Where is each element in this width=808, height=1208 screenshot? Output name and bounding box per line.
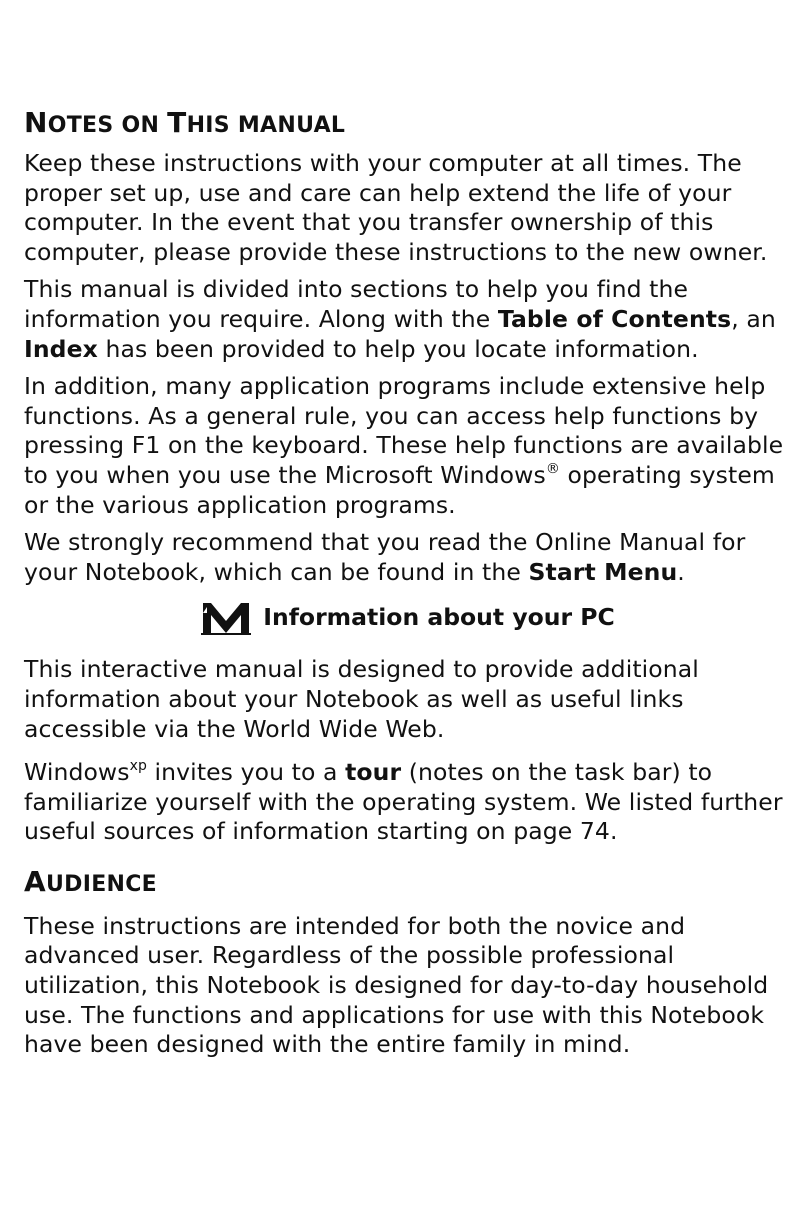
text-run: . xyxy=(677,557,685,586)
text-run: invites you to a xyxy=(146,758,346,787)
paragraph-interactive-manual: This interactive manual is designed to provide additional information about your Notebook as well as useful links accessible via the World Wide Web. xyxy=(24,655,699,743)
heading-smallcaps: HIS MANUAL xyxy=(186,113,346,138)
xp-superscript: xp xyxy=(129,758,147,775)
text-run: (notes on the task bar) to familiarize yourself with the operating system. We listed further useful sources of information starting on page 74. xyxy=(24,758,783,846)
section-heading-audience xyxy=(24,863,792,904)
section-heading-notes xyxy=(24,104,792,145)
info-heading-row xyxy=(24,597,792,637)
heading-initial: N xyxy=(24,106,48,139)
bold-index: Index xyxy=(24,334,98,363)
paragraph-help-functions xyxy=(24,372,792,520)
bold-tour: tour xyxy=(345,758,402,787)
heading-smallcaps: OTES ON xyxy=(47,113,168,138)
text-run: operating system or the various application programs. xyxy=(24,460,775,519)
paragraph-windows-tour xyxy=(24,758,792,847)
heading-smallcaps: UDIENCE xyxy=(45,871,158,897)
paragraph-manual-sections xyxy=(24,275,792,364)
bold-table-of-contents: Table of Contents xyxy=(497,304,732,333)
text-run: This manual is divided into sections to help you find the information you require. Along with the xyxy=(24,275,689,333)
medion-logo-icon xyxy=(201,599,251,635)
text-run: Windows xyxy=(24,758,130,787)
heading-initial: T xyxy=(167,106,187,139)
text-run: In addition, many application programs include extensive help functions. As a general rule, you can access help functions by pressing F1 on the keyboard. These help functions are available to you when you use the Microsoft Windows xyxy=(24,372,784,489)
registered-mark: ® xyxy=(545,460,560,477)
info-title: Information about your PC xyxy=(263,603,615,632)
text-run: , an xyxy=(731,304,776,333)
paragraph-online-manual xyxy=(24,528,792,587)
heading-initial: A xyxy=(24,864,46,898)
text-run: has been provided to help you locate information. xyxy=(97,334,699,363)
text-run: We strongly recommend that you read the Online Manual for your Notebook, which can be found in the xyxy=(24,528,746,586)
paragraph-audience: These instructions are intended for both the novice and advanced user. Regardless of the possible professional utilization, this Notebook is designed for day-to-day household use. The functions and applications for use with this Notebook have been designed with the entire family in mind. xyxy=(24,911,769,1059)
bold-start-menu: Start Menu xyxy=(528,557,678,586)
paragraph-keep-instructions: Keep these instructions with your computer at all times. The proper set up, use and care can help extend the life of your computer. In the event that you transfer ownership of this computer, please provide these instructions to the new owner. xyxy=(24,149,768,266)
manual-page xyxy=(24,104,792,1060)
